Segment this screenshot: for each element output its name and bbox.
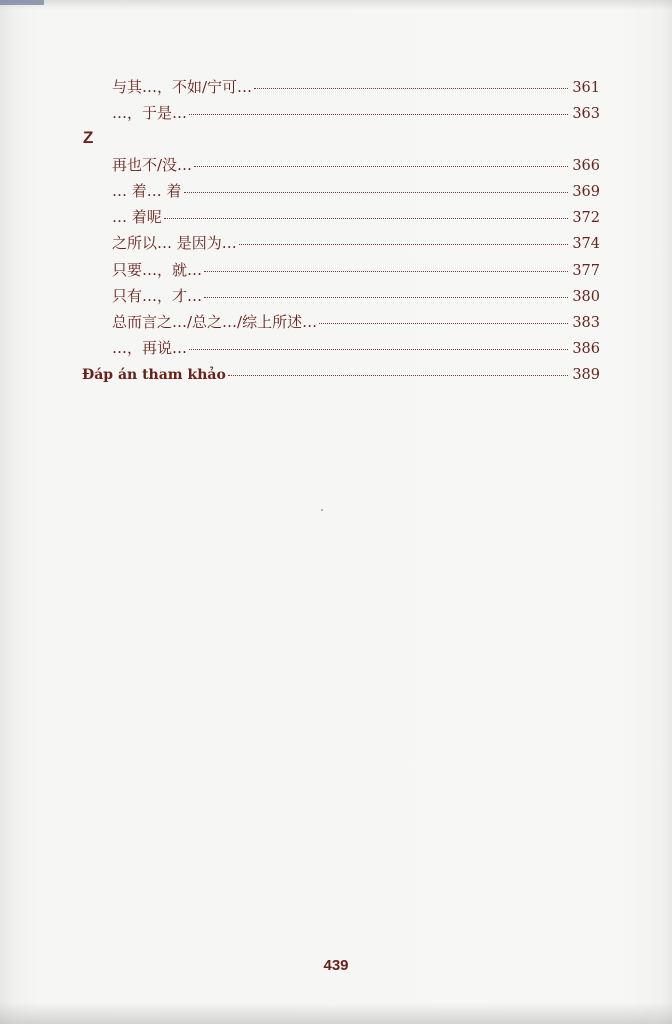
- binding-corner-mark: [0, 0, 44, 5]
- toc-entry-label: 只要…，就…: [112, 261, 203, 279]
- toc-entry[interactable]: [112, 75, 600, 99]
- toc-entry-page: 366: [572, 158, 600, 174]
- toc-entry-label: Đáp án tham khảo: [82, 367, 226, 383]
- toc-entry-page: 383: [572, 315, 600, 331]
- page-number: 439: [323, 957, 349, 974]
- dot-leader: [204, 271, 568, 272]
- toc-entry-page: 363: [572, 106, 600, 122]
- dot-leader: [184, 192, 569, 193]
- top-edge-shadow: [0, 0, 672, 10]
- toc-entry-page: 369: [572, 184, 600, 200]
- dot-leader: [228, 375, 569, 376]
- toc-entry-page: 372: [572, 210, 600, 226]
- toc-entry-page: 386: [572, 341, 600, 357]
- toc-entry-label: …，于是…: [112, 104, 188, 122]
- dot-leader: [164, 218, 569, 219]
- dot-leader: [189, 114, 568, 115]
- toc-entry[interactable]: [112, 310, 600, 334]
- toc-entry[interactable]: [112, 179, 600, 203]
- toc-entry-page: 377: [572, 263, 600, 279]
- toc-entry[interactable]: [112, 284, 600, 308]
- toc-entry-label: …，再说…: [112, 339, 188, 357]
- dot-leader: [239, 244, 569, 245]
- toc-entry-label: 只有…，才…: [112, 287, 203, 305]
- toc-entry-page: 374: [572, 236, 600, 252]
- toc-entry-answers[interactable]: [82, 363, 600, 387]
- toc-entry-label: 总而言之…/总之…/综上所述…: [112, 313, 318, 331]
- toc-entry-page: 389: [572, 367, 600, 383]
- toc-entry[interactable]: [112, 336, 600, 360]
- toc-entry-label: … 着… 着: [112, 182, 182, 200]
- toc-entry-page: 380: [572, 289, 600, 305]
- dot-leader: [194, 166, 568, 167]
- dot-leader: [319, 323, 568, 324]
- toc-entry-page: 361: [572, 80, 600, 96]
- section-heading-letter: Z: [83, 128, 94, 147]
- dot-leader: [189, 349, 568, 350]
- toc-entry-label: 与其…，不如/宁可…: [112, 78, 253, 96]
- toc-entry[interactable]: [112, 205, 600, 229]
- toc-entry[interactable]: [112, 258, 600, 282]
- toc-entry-label: 再也不/没…: [112, 156, 193, 174]
- bottom-edge-shadow: [0, 1002, 672, 1024]
- toc-entry[interactable]: [112, 153, 600, 177]
- toc-entry[interactable]: [112, 101, 600, 125]
- toc-entry-label: … 着呢: [112, 208, 162, 226]
- toc-entry-label: 之所以… 是因为…: [112, 234, 237, 252]
- dot-leader: [254, 88, 568, 89]
- toc-entry[interactable]: [112, 231, 600, 255]
- paper-speck: [321, 509, 323, 511]
- dot-leader: [204, 297, 568, 298]
